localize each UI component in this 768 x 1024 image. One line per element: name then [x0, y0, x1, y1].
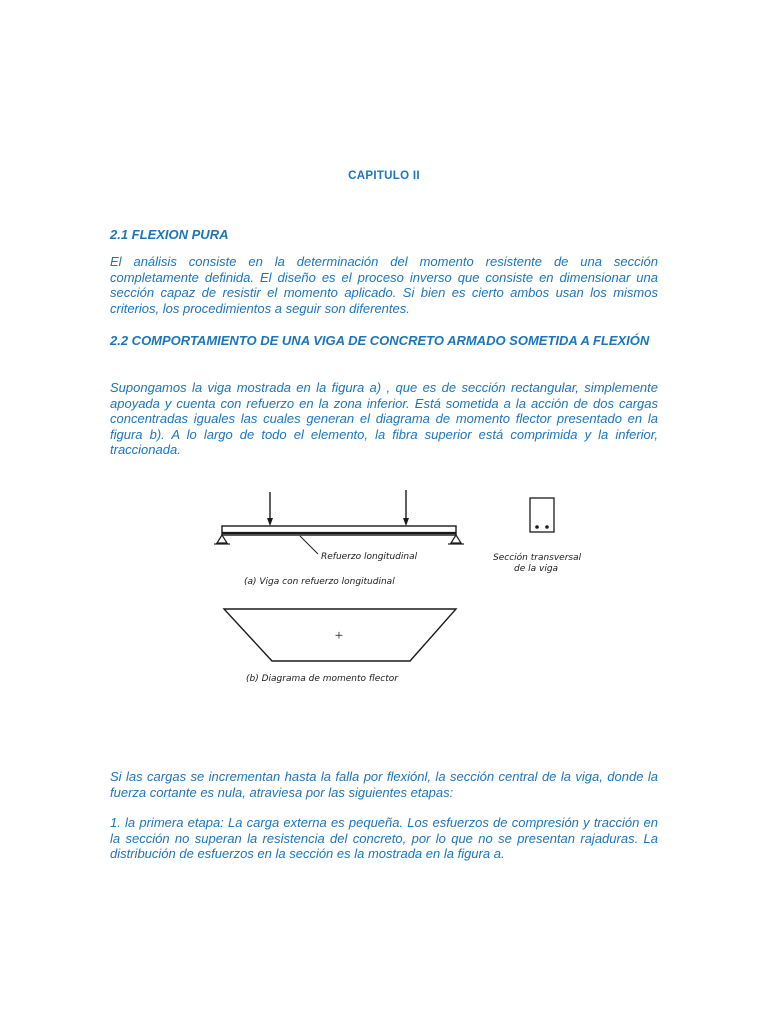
section-heading-flexion-pura: 2.1 FLEXION PURA [110, 227, 229, 242]
section-heading-comportamiento: 2.2 COMPORTAMIENTO DE UNA VIGA DE CONCRETO ARMADO SOMETIDA A FLEXIÓN [110, 333, 650, 348]
section-2-paragraph: Supongamos la viga mostrada en la figura a) , que es de sección rectangular, simplemente apoyada y cuenta con refuerzo en la zona inferior. Está sometida a la acción de dos cargas concentradas iguales las cuales generan el diagrama de momento flector presentado en la figura b). A lo largo de todo el elemento, la fibra superior está comprimida y la inferior, traccionada. [110, 380, 658, 457]
beam-figure [200, 480, 600, 700]
cross-section-diagram [530, 498, 554, 532]
chapter-title: CAPITULO II [348, 170, 420, 182]
moment-sign: + [334, 628, 344, 644]
beam-diagram [214, 490, 464, 554]
cross-section-label-line1: Sección transversal [493, 553, 582, 563]
reinforcement-label: Refuerzo longitudinal [321, 552, 418, 562]
paragraph-stages-intro: Si las cargas se incrementan hasta la falla por flexiónl, la sección central de la viga, donde la fuerza cortante es nula, atraviesa por las siguientes etapas: [110, 769, 658, 800]
cross-section-label-line2: de la viga [514, 564, 559, 574]
figure-b-caption: (b) Diagrama de momento flector [246, 674, 398, 684]
section-1-paragraph: El análisis consiste en la determinación del momento resistente de una sección completamente definida. El diseño es el proceso inverso que consiste en dimensionar una sección capaz de resistir el momento aplicado. Si bien es cierto ambos usan los mismos criterios, los procedimientos a seguir son diferentes. [110, 254, 658, 316]
paragraph-first-stage: 1. la primera etapa: La carga externa es pequeña. Los esfuerzos de compresión y tracción en la sección no superan la resistencia del concreto, por lo que no se presentan rajaduras. La distribución de esfuerzos en la sección es la mostrada en la figura a. [110, 815, 658, 861]
figure-a-caption: (a) Viga con refuerzo longitudinal [244, 577, 395, 587]
